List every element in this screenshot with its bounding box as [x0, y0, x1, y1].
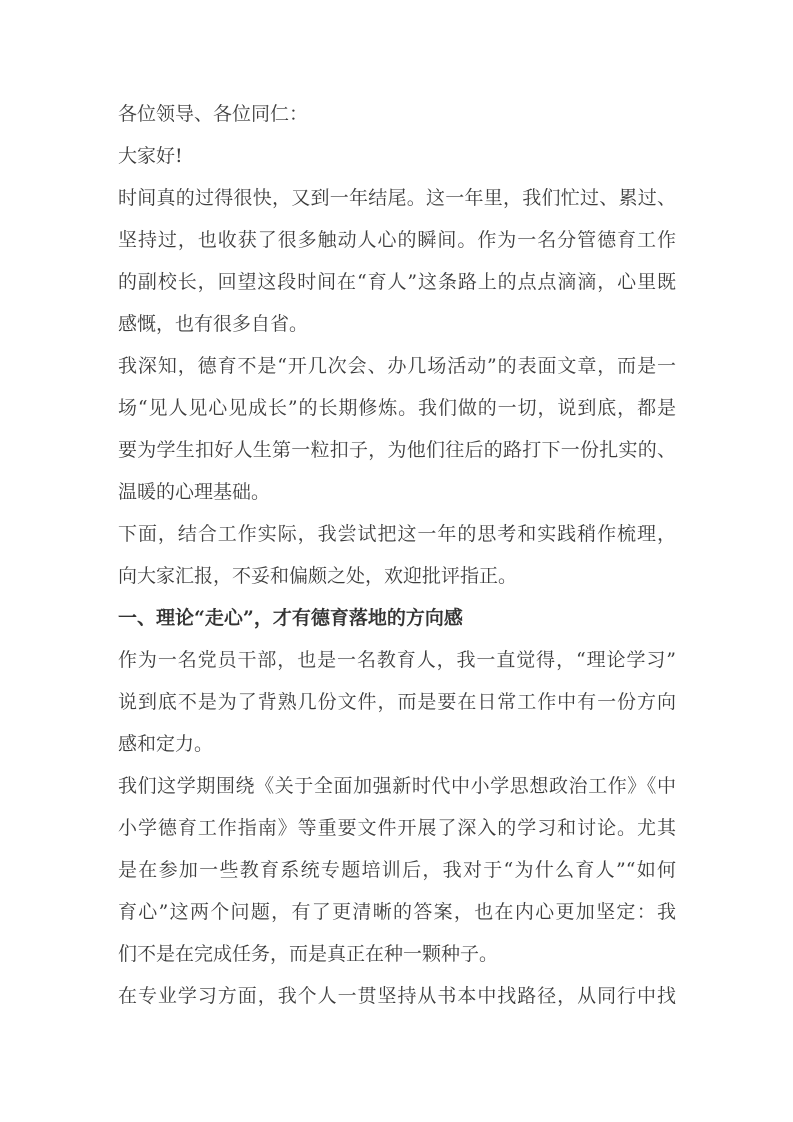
paragraph — [118, 765, 676, 975]
paragraph — [118, 513, 676, 597]
text-line: 作为一名党员干部，也是一名教育人，我一直觉得，“理论学习” — [118, 649, 676, 671]
text-line: 温暖的心理基础。 — [118, 481, 271, 503]
text-line: 我深知，德育不是“开几次会、办几场活动”的表面文章，而是一 — [118, 355, 676, 377]
text-line: 各位领导、各位同仁： — [118, 103, 309, 125]
text-line: 们不是在完成任务，而是真正在种一颗种子。 — [118, 943, 499, 965]
section-heading — [118, 597, 676, 639]
text-line: 在专业学习方面，我个人一贯坚持从书本中找路径，从同行中找 — [118, 985, 676, 1007]
paragraph — [118, 975, 676, 1017]
text-line: 一、理论“走心”，才有德育落地的方向感 — [118, 607, 463, 629]
text-line: 要为学生扣好人生第一粒扣子，为他们往后的路打下一份扎实的、 — [118, 439, 676, 461]
paragraph — [118, 93, 676, 135]
paragraph — [118, 345, 676, 513]
paragraph — [118, 135, 676, 177]
text-line: 小学德育工作指南》等重要文件开展了深入的学习和讨论。尤其 — [118, 817, 676, 839]
text-line: 感和定力。 — [118, 733, 214, 755]
text-line: 场“见人见心见成长”的长期修炼。我们做的一切，说到底，都是 — [118, 397, 676, 419]
text-line: 我们这学期围绕《关于全面加强新时代中小学思想政治工作》《中 — [118, 775, 676, 797]
text-line: 说到底不是为了背熟几份文件，而是要在日常工作中有一份方向 — [118, 691, 676, 713]
text-line: 育心”这两个问题，有了更清晰的答案，也在内心更加坚定：我 — [118, 901, 676, 923]
text-line: 时间真的过得很快，又到一年结尾。这一年里，我们忙过、累过、 — [118, 187, 676, 209]
text-line: 感慨，也有很多自省。 — [118, 313, 309, 335]
paragraph — [118, 639, 676, 765]
paragraph — [118, 177, 676, 345]
text-line: 坚持过，也收获了很多触动人心的瞬间。作为一名分管德育工作 — [118, 229, 676, 251]
text-line: 是在参加一些教育系统专题培训后，我对于“为什么育人”“如何 — [118, 859, 676, 881]
text-line: 的副校长，回望这段时间在“育人”这条路上的点点滴滴，心里既 — [118, 271, 676, 293]
text-line: 下面，结合工作实际，我尝试把这一年的思考和实践稍作梳理， — [118, 523, 676, 545]
text-line: 向大家汇报，不妥和偏颇之处，欢迎批评指正。 — [118, 565, 518, 587]
text-line: 大家好! — [118, 145, 183, 167]
document-body — [118, 93, 676, 1017]
